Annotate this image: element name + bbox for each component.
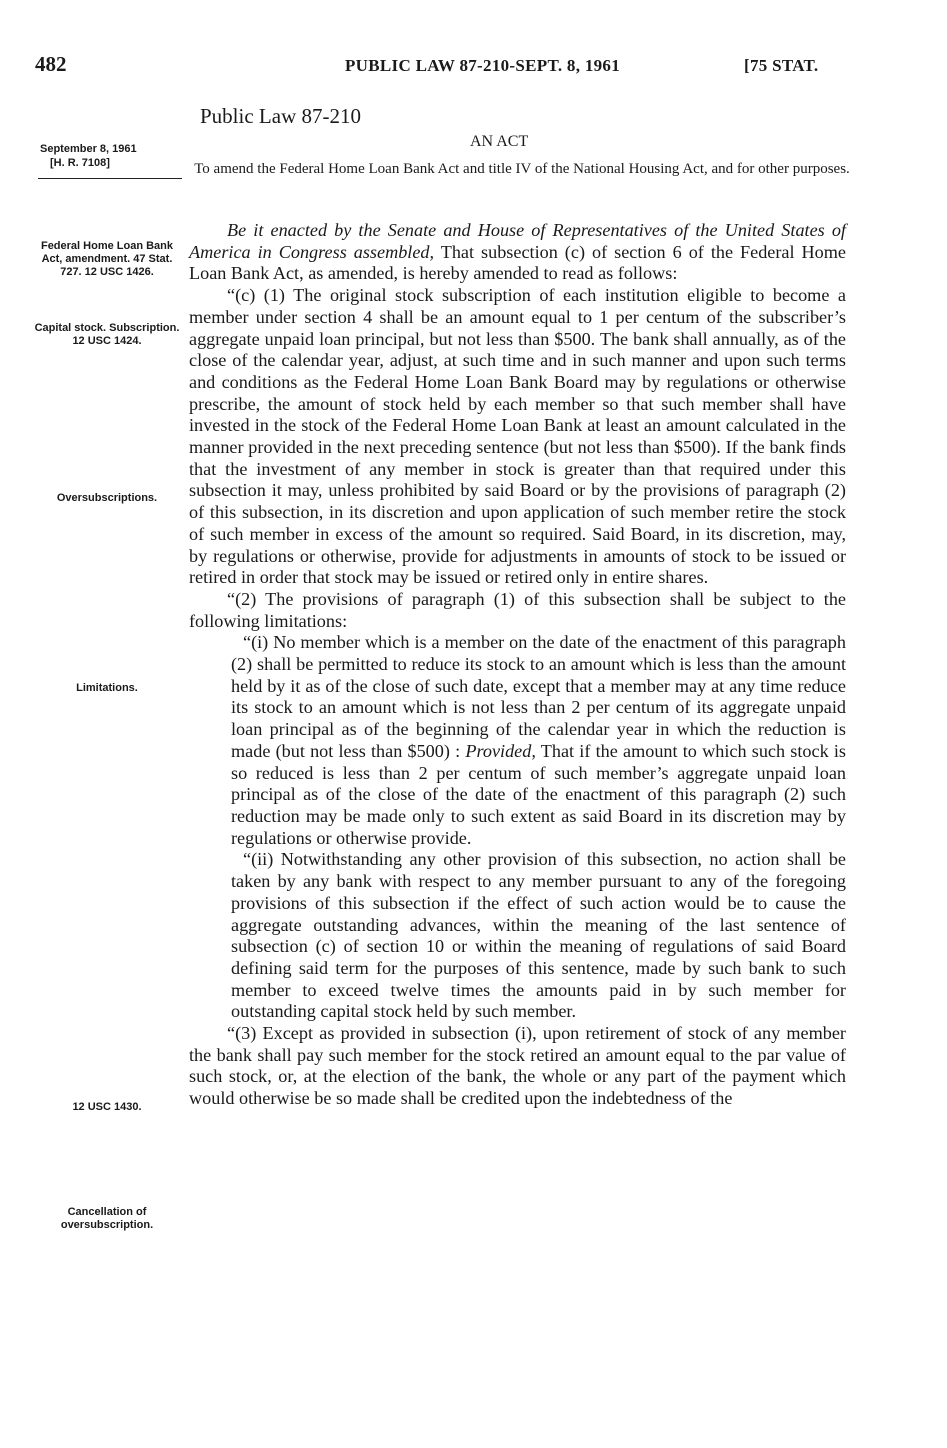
margin-note-amendment: Federal Home Loan Bank Act, amendment. 47 Stat. 727. 12 USC 1426. [40, 240, 174, 278]
enacting-formula: Be it enacted by the Senate and House of Representatives of the United States of America in Congress assembled, [189, 220, 846, 262]
subparagraph-i-text-b: That if the amount to which such stock is so reduced is less than 2 per centum of such member’s aggregate unpaid loan principal as of the close of the date of the enactment of this paragraph (2) such reduction may be made only to such extent as said Board in its discretion may by regulations or otherwise provide. [231, 740, 846, 848]
running-head: PUBLIC LAW 87-210-SEPT. 8, 1961 [345, 56, 621, 75]
statute-body [189, 220, 846, 1110]
act-heading: AN ACT [470, 133, 529, 150]
enacting-clause [189, 220, 846, 285]
paragraph-2: “(2) The provisions of paragraph (1) of this subsection shall be subject to the following limitations: [189, 588, 846, 631]
page-number: 482 [35, 52, 67, 76]
bill-number: [H. R. 7108] [50, 157, 110, 169]
enactment-date-note [40, 142, 137, 170]
enactment-date: September 8, 1961 [40, 143, 137, 155]
margin-note-limitations: Limitations. [76, 682, 138, 694]
statute-reference: [75 STAT. [744, 56, 819, 75]
margin-note-oversubscriptions: Oversubscriptions. [56, 492, 158, 504]
enacting-text: That subsection (c) of section 6 of the Federal Home Loan Bank Act, as amended, is hereby amended to read as follows: [189, 241, 846, 284]
subparagraph-ii: “(ii) Notwithstanding any other provision of this subsection, no action shall be taken by any bank with respect to any member pursuant to any of the foregoing provisions of this subsection if the effect of such action would be to cause the aggregate outstanding advances, within the meaning of the last sentence of subsection (c) of section 10 or within the meaning of regulations of said Board defining said term for the purposes of this sentence, made by such bank to such member to exceed twelve times the amounts paid in by such member for outstanding capital stock held by such member. [231, 849, 846, 1022]
subparagraph-i-text-a: “(i) No member which is a member on the date of the enactment of this paragraph (2) shall be permitted to reduce its stock to an amount which is less than the amount held by it as of the close of such date, except that a member may at any time reduce its stock to an amount which is not less than 2 per centum of its aggregate unpaid loan principal as of the beginning of the calendar year in which the reduction is made (but not less than $500) : [231, 632, 846, 761]
date-divider [38, 178, 182, 179]
paragraph-c1: “(c) (1) The original stock subscription of each institution eligible to become a member under section 4 shall be an amount equal to 1 per centum of the subscriber’s aggregate unpaid loan principal, but not less than $500. The bank shall annually, as of the close of the calendar year, adjust, at such time and in such manner and upon such terms and conditions as the Federal Home Loan Bank Board may by regulations or otherwise prescribe, the amount of stock held by each member so that such member shall have invested in the stock of the Federal Home Loan Bank at least an amount calculated in the manner provided in the next preceding sentence (but not less than $500). If the bank finds that the investment of any member in stock is greater than that required under this subsection it may, unless prohibited by said Board or by the provisions of paragraph (2) of this subsection, in its discretion and upon application of such member retire the stock of such member in excess of the amount so required. Said Board, in its discretion, may, by regulations or otherwise, provide for adjustments in amounts of stock to be issued or retired in order that stock may be issued or retired only in entire shares. [189, 285, 846, 588]
proviso-term: Provided, [465, 740, 536, 761]
law-title: Public Law 87-210 [200, 104, 361, 128]
margin-note-usc-1430: 12 USC 1430. [72, 1101, 142, 1113]
margin-note-cancellation: Cancellation of oversubscription. [60, 1206, 154, 1231]
margin-note-capital-stock: Capital stock. Subscription. 12 USC 1424. [34, 322, 180, 347]
subparagraph-i [189, 632, 846, 849]
act-purpose: To amend the Federal Home Loan Bank Act and title IV of the National Housing Act, and for other purposes. [194, 161, 850, 177]
paragraph-3: “(3) Except as provided in subsection (i), upon retirement of stock of any member the bank shall pay such member for the stock retired an amount equal to the par value of such stock, or, at the election of the bank, the whole or any part of the payment which would otherwise be so made shall be credited upon the indebtedness of the [189, 1023, 846, 1109]
page-header [0, 48, 947, 80]
